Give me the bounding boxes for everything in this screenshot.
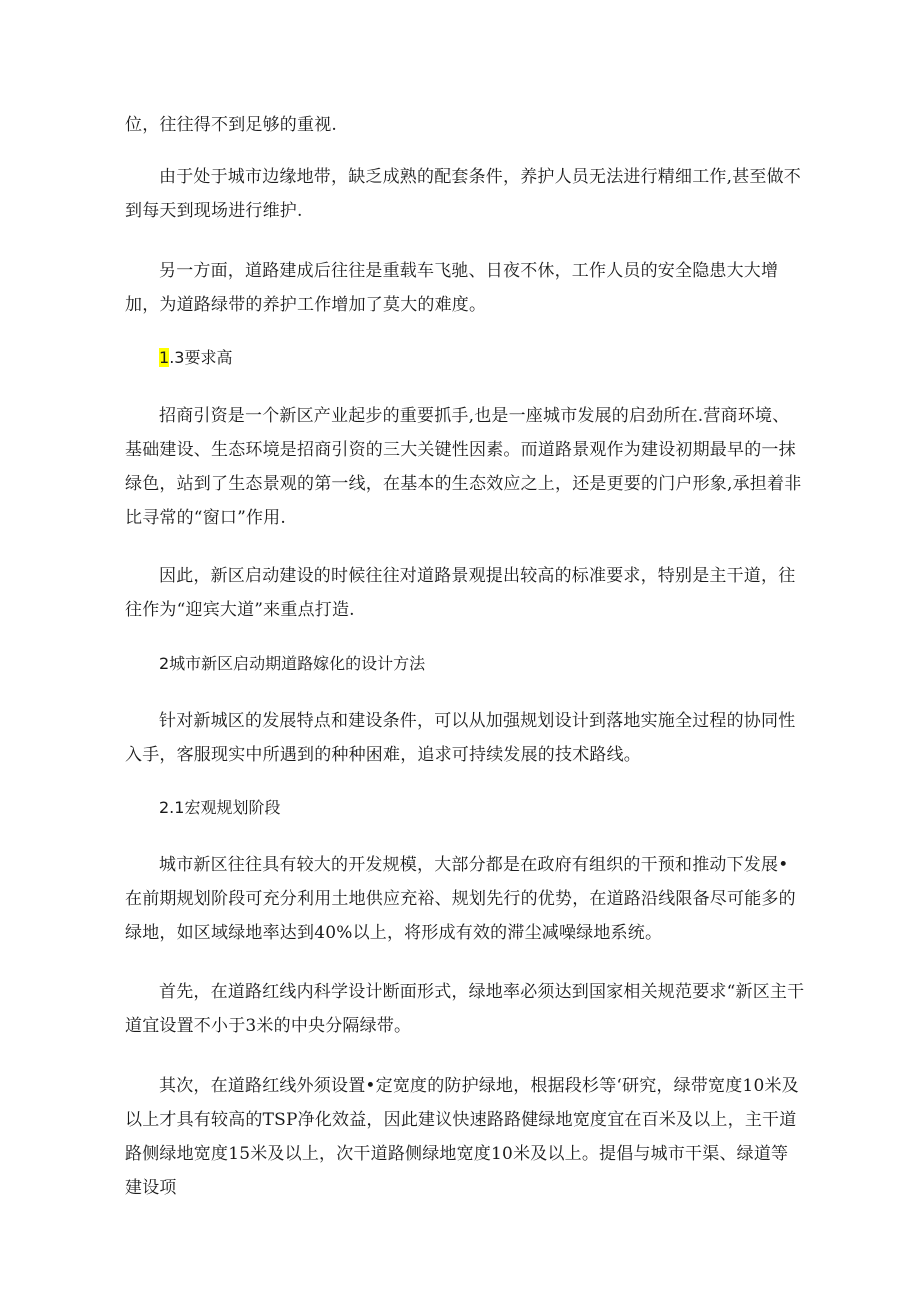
paragraph-9: 其次，在道路红线外须设置•定宽度的防护绿地，根据段杉等‘研究，绿带宽度10米及以上才具有较高的TSP净化效益，因此建议快速路路健绿地宽度宜在百米及以上，主干道路侧绿地宽度15米及以上，次干道路侧绿地宽度10米及以上。提倡与城市干渠、绿道等建设项 <box>125 1076 799 1198</box>
paragraph-2: 由于处于城市边缘地带，缺乏成熟的配套条件，养护人员无法进行精细工作,甚至做不到每天到现场进行维护. <box>125 167 802 221</box>
paragraph-3: 另一方面，道路建成后往往是重载车飞驰、日夜不休，工作人员的安全隐患大大增加，为道路绿带的养护工作增加了莫大的难度。 <box>125 261 779 315</box>
paragraph-5: 因此，新区启动建设的时候往往对道路景观提出较高的标准要求，特别是主干道，往往作为“迎宾大道”来重点打造. <box>125 566 796 620</box>
highlighted-text: 1 <box>159 348 170 367</box>
paragraph-4: 招商引资是一个新区产业起步的重要抓手,也是一座城市发展的启劲所在.营商环境、基础建设、生态环境是招商引资的三大关键性因素。而道路景观作为建设初期最早的一抹绿色，站到了生态景观的第一线，在基本的生态效应之上，还是更要的门户形象,承担着非比寻常的“窗口”作用. <box>125 406 802 528</box>
section-heading-1-3 <box>159 346 232 370</box>
paragraph-7: 城市新区往往具有较大的开发规模，大部分都是在政府有组织的干预和推动下发展•在前期规划阶段可充分利用土地供应充裕、规划先行的优势，在道路沿线限备尽可能多的绿地，如区域绿地率达到40%以上，将形成有效的滞尘减噪绿地系统。 <box>125 855 796 943</box>
paragraph-8: 首先，在道路红线内科学设计断面形式，绿地率必须达到国家相关规范要求“新区主干道宜设置不小于3米的中央分隔绿带。 <box>125 982 805 1036</box>
section-heading-2: 2城市新区启动期道路嫁化的设计方法 <box>159 654 426 673</box>
paragraph-1: 位，往往得不到足够的重视. <box>125 115 338 135</box>
paragraph-6: 针对新城区的发展特点和建设条件，可以从加强规划设计到落地实施全过程的协同性入手，客服现实中所遇到的种种困难，追求可持续发展的技术路线。 <box>125 711 796 765</box>
heading-text: .3要求高 <box>169 348 233 367</box>
section-heading-2-1: 2.1宏观规划阶段 <box>159 798 281 817</box>
